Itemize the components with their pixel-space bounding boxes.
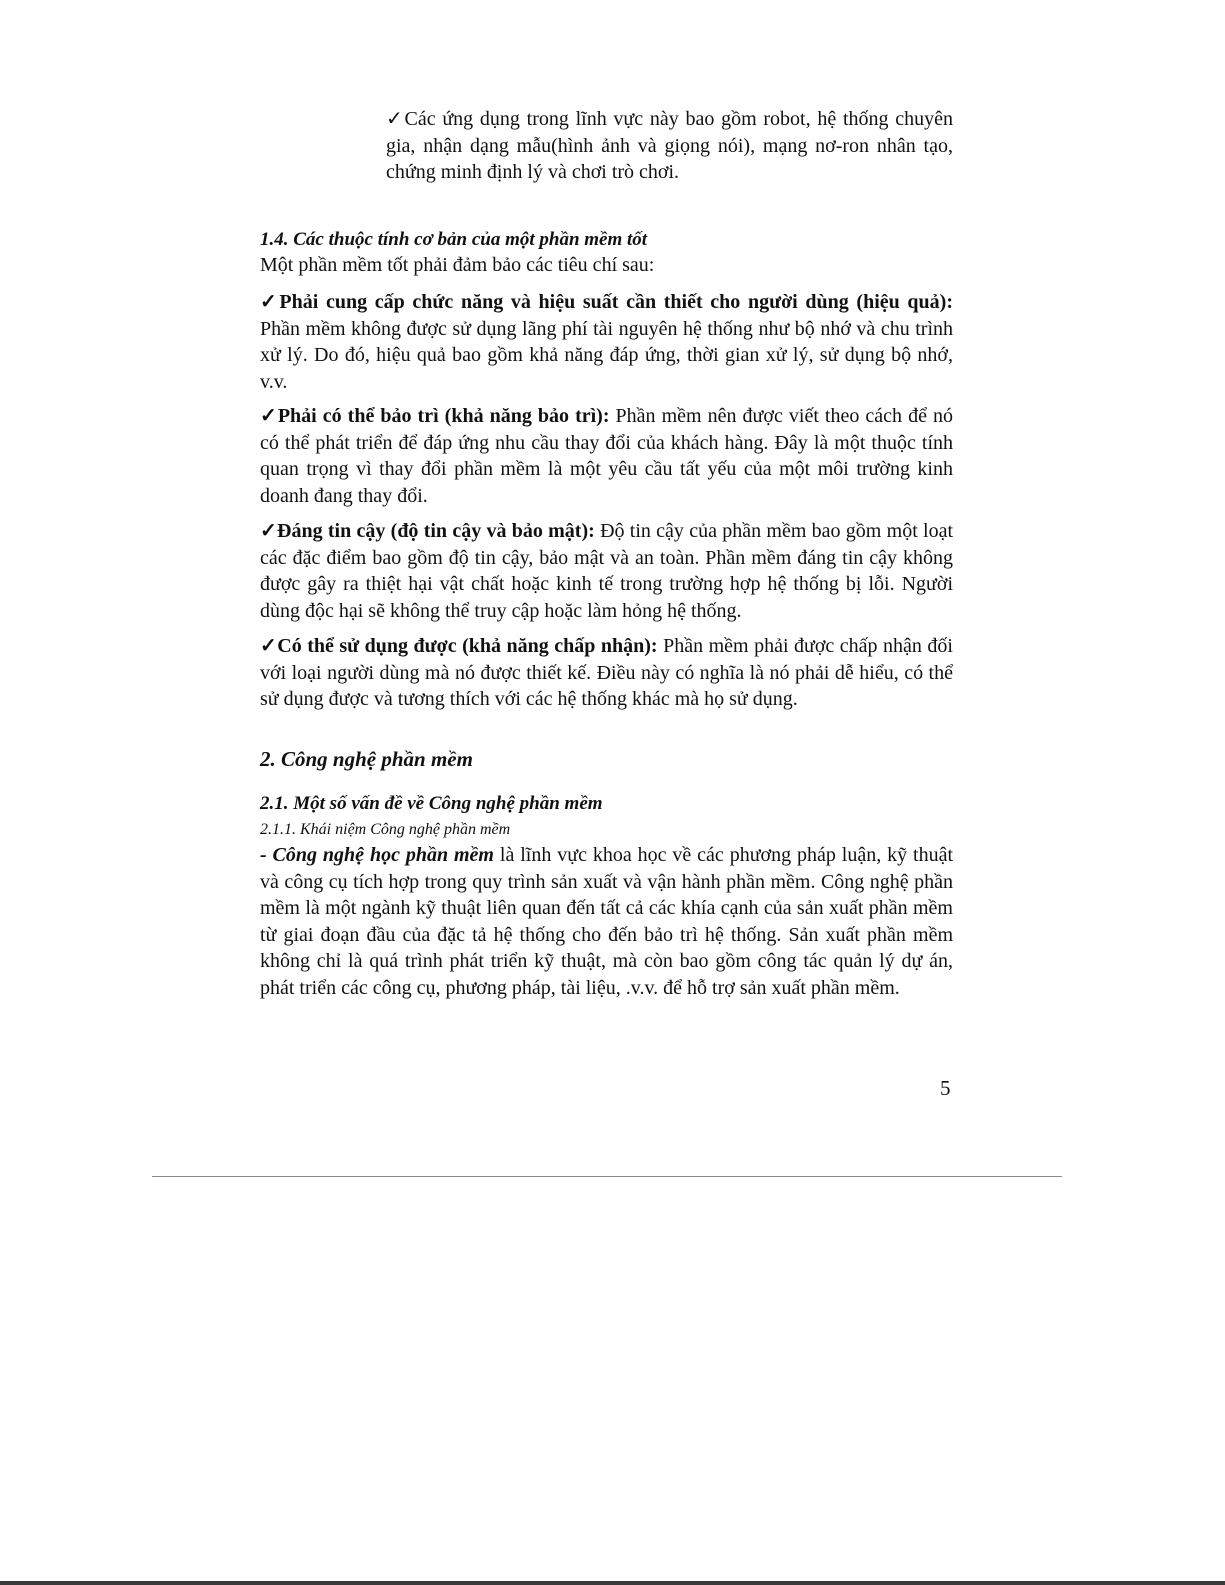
criterion-paragraph-dependability <box>260 518 953 624</box>
criterion-title: Phải cung cấp chức năng và hiệu suất cần thiết cho người dùng (hiệu quả): <box>279 291 953 313</box>
criterion-title: Phải có thể bảo trì (khả năng bảo trì): <box>277 405 610 427</box>
definition-paragraph <box>260 842 953 1001</box>
criterion-body: Phần mềm phải được chấp nhận đối với loại người dùng mà nó được thiết kế. Điều này có nghĩa là nó phải dễ hiểu, có thể sử dụng được và tương thích với các hệ thống khác mà họ sử dụng. <box>260 635 953 710</box>
criterion-paragraph-usability <box>260 633 953 713</box>
section-2-1-heading: 2.1. Một số vấn đề về Công nghệ phần mềm <box>260 793 603 814</box>
criterion-body: Phần mềm không được sử dụng lãng phí tài nguyên hệ thống như bộ nhớ và chu trình xử lý. Do đó, hiệu quả bao gồm khả năng đáp ứng, thời gian xử lý, sử dụng bộ nhớ, v.v. <box>260 317 953 393</box>
definition-term: - Công nghệ học phần mềm <box>260 844 494 866</box>
page-divider <box>152 1176 1062 1177</box>
criterion-paragraph-efficiency <box>260 289 953 395</box>
criterion-paragraph-maintainability <box>260 403 953 509</box>
check-mark-icon: ✓ <box>260 520 278 542</box>
check-mark-icon: ✓ <box>260 405 278 427</box>
check-mark-icon: ✓ <box>260 291 280 313</box>
section-1-4-heading: 1.4. Các thuộc tính cơ bản của một phần mềm tốt <box>260 229 648 250</box>
intro-paragraph <box>386 106 953 186</box>
section-2-heading: 2. Công nghệ phần mềm <box>260 747 473 771</box>
definition-body: là lĩnh vực khoa học về các phương pháp luận, kỹ thuật và công cụ tích hợp trong quy trình sản xuất và vận hành phần mềm. Công nghệ phần mềm là một ngành kỹ thuật liên quan đến tất cả các khía cạnh của sản xuất phần mềm từ giai đoạn đầu của đặc tả hệ thống cho đến bảo trì hệ thống. Sản xuất phần mềm không chỉ là quá trình phát triển kỹ thuật, mà còn bao gồm công tác quản lý dự án, phát triển các công cụ, phương pháp, tài liệu, .v.v. để hỗ trợ sản xuất phần mềm. <box>260 844 954 999</box>
criterion-title: Có thể sử dụng được (khả năng chấp nhận): <box>277 635 658 657</box>
page-bottom-edge <box>0 1581 1225 1585</box>
criterion-body: Phần mềm nên được viết theo cách để nó có thể phát triển để đáp ứng nhu cầu thay đổi của khách hàng. Đây là một thuộc tính quan trọng vì thay đổi phần mềm là một yêu cầu tất yếu của một môi trường kinh doanh đang thay đổi. <box>260 405 954 507</box>
intro-text: Các ứng dụng trong lĩnh vực này bao gồm robot, hệ thống chuyên gia, nhận dạng mẫu(hình ảnh và giọng nói), mạng nơ-ron nhân tạo, chứng minh định lý và chơi trò chơi. <box>386 108 953 183</box>
criterion-body: Độ tin cậy của phần mềm bao gồm một loạt các đặc điểm bao gồm độ tin cậy, bảo mật và an toàn. Phần mềm đáng tin cậy không được gây ra thiệt hại vật chất hoặc kinh tế trong trường hợp hệ thống bị lỗi. Người dùng độc hại sẽ không thể truy cập hoặc làm hỏng hệ thống. <box>260 520 954 622</box>
section-1-4-lead: Một phần mềm tốt phải đảm bảo các tiêu chí sau: <box>260 254 655 276</box>
check-mark-icon: ✓ <box>260 635 278 657</box>
section-2-1-1-heading: 2.1.1. Khái niệm Công nghệ phần mềm <box>260 821 511 838</box>
criterion-title: Đáng tin cậy (độ tin cậy và bảo mật): <box>277 520 595 542</box>
page-number: 5 <box>940 1076 951 1100</box>
check-mark-icon: ✓ <box>386 108 405 130</box>
